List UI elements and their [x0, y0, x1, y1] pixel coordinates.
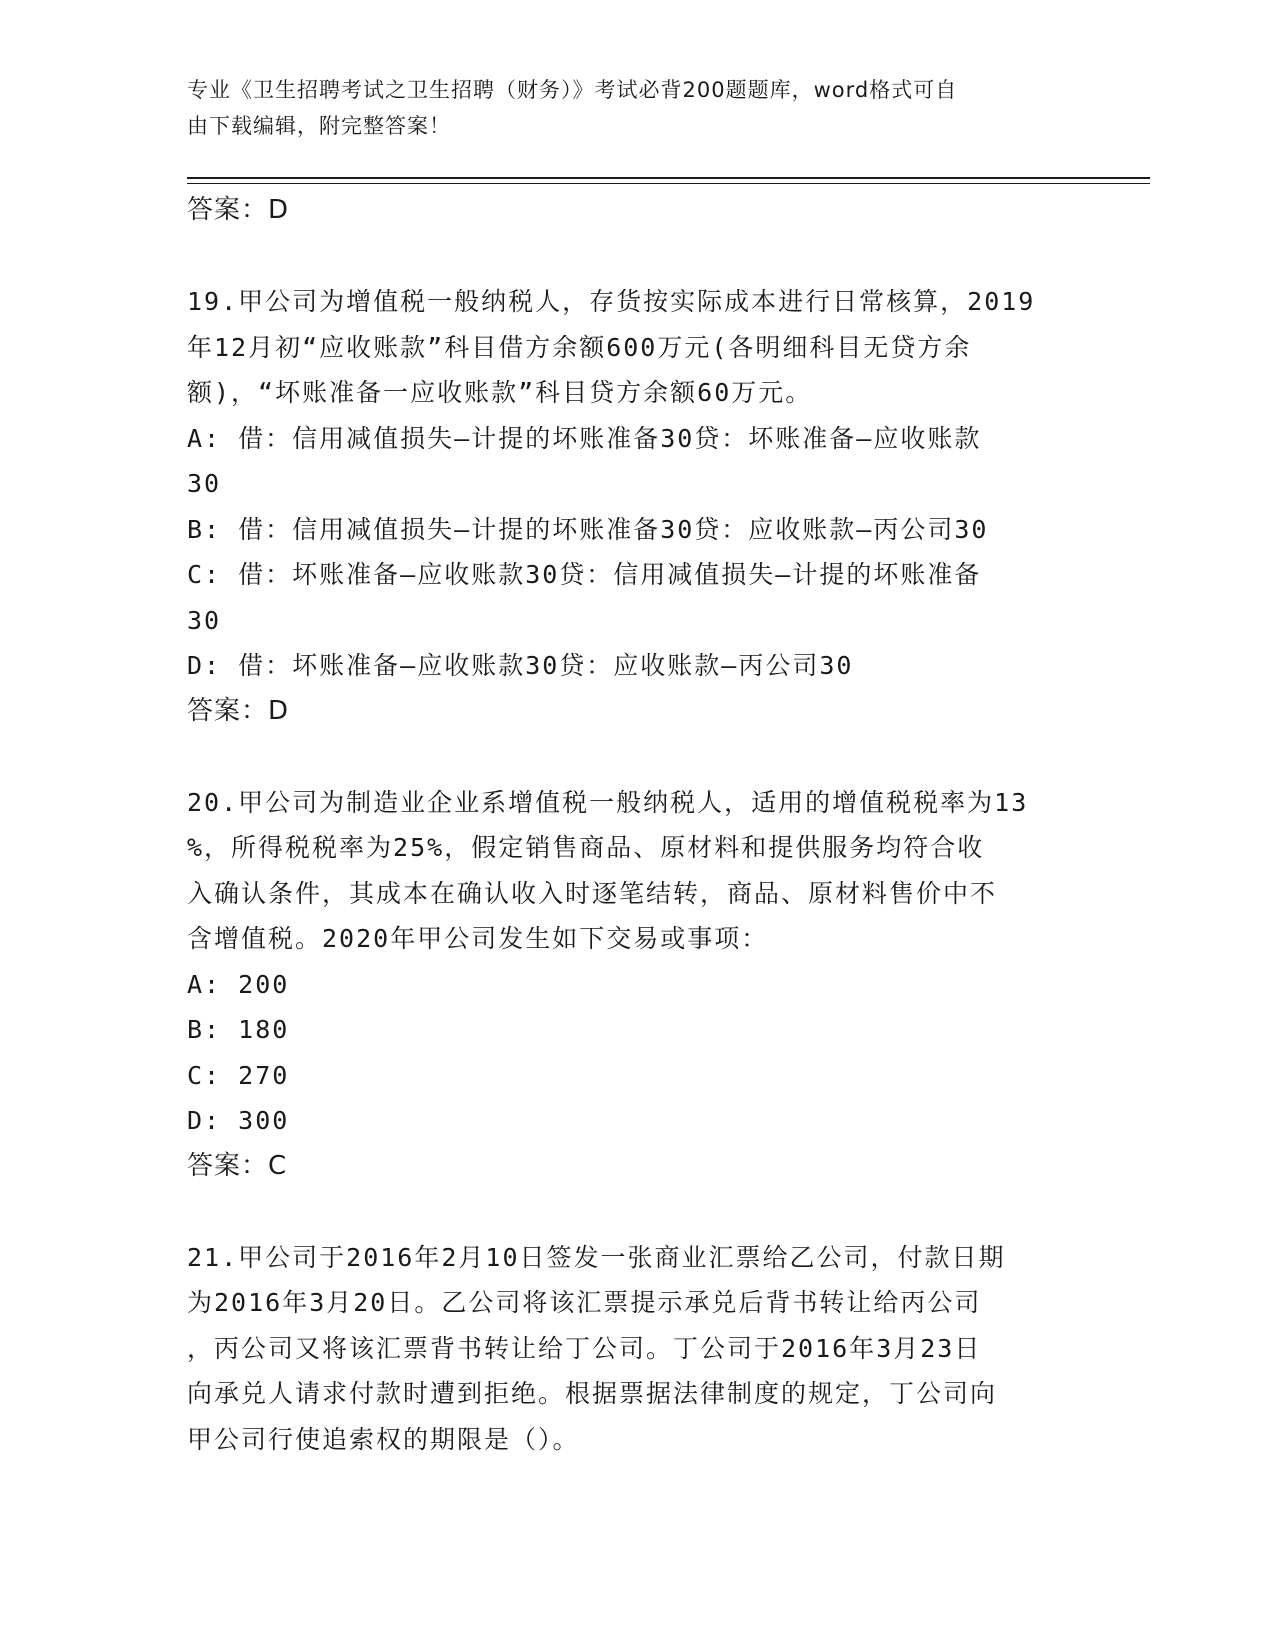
- question-stem-line: 为2016年3月20日。乙公司将该汇票提示承兑后背书转让给丙公司: [187, 1288, 982, 1317]
- question-stem-line: 含增值税。2020年甲公司发生如下交易或事项：: [187, 924, 769, 953]
- header-title-line-2: 由下载编辑，附完整答案！: [187, 114, 451, 138]
- question-stem-line: 甲公司行使追索权的期限是（）。: [187, 1424, 580, 1454]
- question-stem-line: 20.甲公司为制造业企业系增值税一般纳税人，适用的增值税税率为13: [187, 787, 1029, 817]
- option-a: A: 借：信用减值损失—计提的坏账准备30贷：坏账准备—应收账款: [187, 423, 982, 453]
- question-stem-line: 19.甲公司为增值税一般纳税人，存货按实际成本进行日常核算，2019: [187, 287, 1036, 316]
- option-d: D: 借：坏账准备—应收账款30贷：应收账款—丙公司30: [187, 651, 854, 680]
- option-c: C: 借：坏账准备—应收账款30贷：信用减值损失—计提的坏账准备: [187, 560, 982, 589]
- question-stem-line: 额)，“坏账准备一应收账款”科目贷方余额60万元。: [187, 378, 813, 407]
- option-d: D: 300: [187, 1106, 290, 1135]
- document-body: [187, 188, 1187, 1462]
- answer-q18: 答案：D: [187, 195, 290, 225]
- header-divider-thin: [187, 183, 1150, 184]
- option-c-continued: 30: [187, 605, 222, 635]
- question-stem-line: 21.甲公司于2016年2月10日签发一张商业汇票给乙公司，付款日期: [187, 1242, 1006, 1272]
- question-19: [187, 279, 1187, 734]
- question-stem-line: ，丙公司又将该汇票背书转让给丁公司。丁公司于2016年3月23日: [187, 1333, 982, 1363]
- page-header: [187, 72, 1087, 144]
- option-c: C: 270: [187, 1060, 290, 1090]
- option-a: A: 200: [187, 969, 290, 999]
- answer-q19: 答案：D: [187, 695, 290, 726]
- answer-q20: 答案：C: [187, 1150, 288, 1181]
- question-21: [187, 1235, 1187, 1463]
- option-b: B: 180: [187, 1015, 290, 1044]
- header-divider-thick: [187, 177, 1150, 179]
- option-b: B: 借：信用减值损失—计提的坏账准备30贷：应收账款—丙公司30: [187, 514, 989, 544]
- question-20: [187, 780, 1187, 1190]
- question-stem-line: 年12月初“应收账款”科目借方余额600万元(各明细科目无贷方余: [187, 332, 972, 362]
- question-stem-line: 向承兑人请求付款时遭到拒绝。根据票据法律制度的规定，丁公司向: [187, 1379, 998, 1408]
- option-a-continued: 30: [187, 469, 222, 498]
- question-stem-line: %，所得税税率为25%，假定销售商品、原材料和提供服务均符合收: [187, 833, 985, 862]
- question-stem-line: 入确认条件，其成本在确认收入时逐笔结转，商品、原材料售价中不: [187, 878, 998, 908]
- header-title-line-1: 专业《卫生招聘考试之卫生招聘（财务）》考试必背200题题库，word格式可自: [187, 78, 958, 102]
